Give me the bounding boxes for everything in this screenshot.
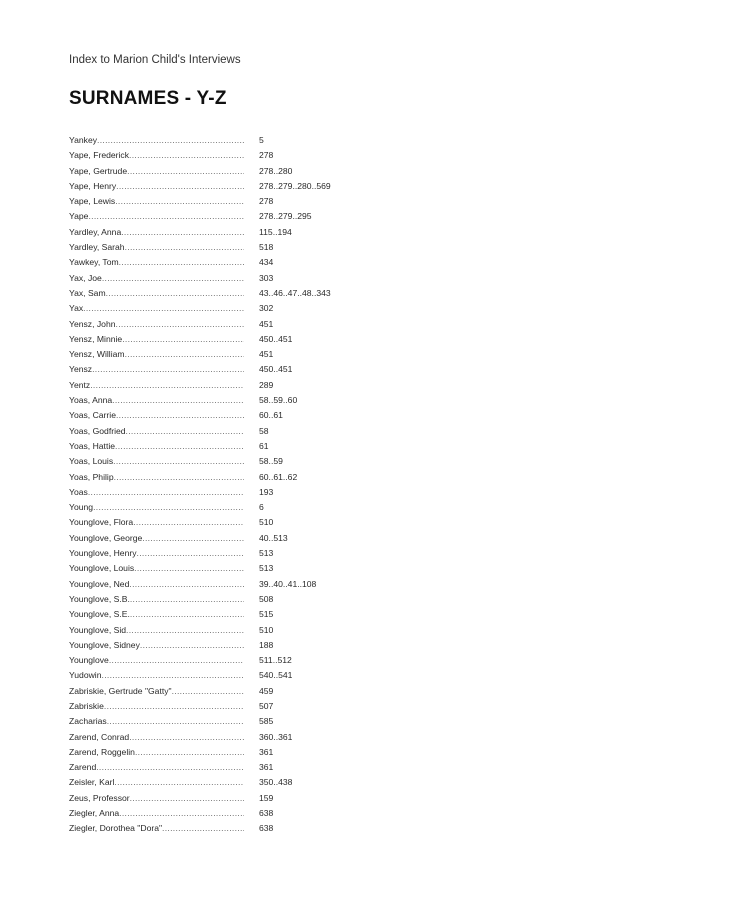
index-entry [69,164,389,179]
entry-label [69,347,244,362]
dot-leader [162,821,244,836]
surname: Yax, Sam [69,287,106,298]
dot-leader [113,454,244,469]
entry-label [69,301,244,316]
entry-label [69,806,244,821]
entry-label [69,623,244,638]
dot-leader [129,730,244,745]
dot-leader [88,485,244,500]
entry-label [69,684,244,699]
surname: Younglove, Sidney [69,639,140,650]
page-numbers: 278..279..280..569 [259,180,331,191]
dot-leader [172,684,244,699]
page-numbers: 638 [259,823,274,834]
dot-leader [116,408,244,423]
page-numbers: 303 [259,272,274,283]
surname: Yape, Gertrude [69,165,128,176]
surname: Younglove, Sid [69,624,127,635]
dot-leader [116,317,244,332]
index-entry [69,362,389,377]
index-entry [69,500,389,515]
entry-label [69,577,244,592]
dot-leader [125,240,244,255]
page-numbers: 450..451 [259,364,293,375]
surname: Yape, Frederick [69,150,130,161]
dot-leader [134,561,244,576]
surname: Yoas, Anna [69,395,113,406]
entry-label [69,194,244,209]
surname: Yentz [69,379,91,390]
surname: Yoas [69,486,88,497]
entry-label [69,561,244,576]
index-entry [69,821,389,836]
dot-leader [125,347,244,362]
index-entry [69,317,389,332]
index-entry [69,485,389,500]
index-entry [69,286,389,301]
entry-label [69,607,244,622]
dot-leader [97,133,244,148]
surname: Younglove [69,655,109,666]
index-entry [69,806,389,821]
page-numbers: 60..61..62 [259,471,298,482]
page-numbers: 450..451 [259,333,293,344]
page-numbers: 540..541 [259,670,293,681]
entry-label [69,638,244,653]
page-numbers: 278..279..295 [259,211,312,222]
surname: Younglove, George [69,532,143,543]
index-entry [69,745,389,760]
entry-label [69,439,244,454]
surname: Yensz, William [69,349,125,360]
surname: Zabriskie [69,700,104,711]
page-numbers: 507 [259,700,274,711]
entry-label [69,775,244,790]
entry-label [69,592,244,607]
dot-leader [92,362,244,377]
surname: Yensz [69,364,93,375]
surname: Yensz, Minnie [69,333,123,344]
page-title: SURNAMES - Y-Z [69,88,227,109]
surname: Zarend, Conrad [69,731,130,742]
entry-label [69,699,244,714]
dot-leader [119,255,244,270]
index-entry [69,148,389,163]
index-entry [69,393,389,408]
index-entry [69,684,389,699]
index-entry [69,607,389,622]
surname: Yoas, Godfried [69,425,126,436]
index-entry [69,546,389,561]
entry-label [69,393,244,408]
entry-label [69,148,244,163]
entry-label [69,362,244,377]
surname: Zarend, Roggelin [69,746,135,757]
entry-label [69,209,244,224]
page-numbers: 451 [259,318,274,329]
surname: Zarend [69,762,97,773]
dot-leader [130,791,244,806]
surname: Yoas, Philip [69,471,114,482]
index-entry [69,179,389,194]
index-entry [69,225,389,240]
page-numbers: 289 [259,379,274,390]
surname: Young [69,502,94,513]
index-entry [69,699,389,714]
entry-label [69,485,244,500]
entry-label [69,546,244,561]
page-numbers: 510 [259,624,274,635]
dot-leader [129,577,244,592]
surname: Ziegler, Anna [69,808,120,819]
page-numbers: 638 [259,808,274,819]
page-numbers: 459 [259,685,274,696]
page-numbers: 361 [259,746,274,757]
surname: Yoas, Louis [69,456,114,467]
entry-label [69,500,244,515]
entry-label [69,821,244,836]
page-numbers: 58..59 [259,456,283,467]
page-numbers: 302 [259,303,274,314]
surname: Yardley, Anna [69,226,122,237]
dot-leader [116,179,244,194]
page-numbers: 278 [259,196,274,207]
index-entry [69,592,389,607]
entry-label [69,332,244,347]
index-entry [69,561,389,576]
surname: Zeisler, Karl [69,777,115,788]
entry-label [69,317,244,332]
entry-label [69,454,244,469]
page-numbers: 61 [259,440,269,451]
surname: Yardley, Sarah [69,242,125,253]
index-entry [69,347,389,362]
entry-label [69,286,244,301]
surname: Younglove, Henry [69,548,137,559]
page-numbers: 43..46..47..48..343 [259,287,331,298]
dot-leader [121,225,244,240]
dot-leader [115,439,244,454]
entry-label [69,378,244,393]
index-entry [69,515,389,530]
index-entry [69,775,389,790]
dot-leader [142,531,244,546]
page-numbers: 350..438 [259,777,293,788]
surname: Yape, Lewis [69,196,116,207]
entry-label [69,714,244,729]
surname: Yape, Henry [69,180,117,191]
page-numbers: 278 [259,150,274,161]
page-numbers: 193 [259,486,274,497]
surname: Younglove, S.E. [69,609,130,620]
page-numbers: 513 [259,563,274,574]
surname: Yawkey, Tom [69,257,119,268]
index-entry [69,332,389,347]
entry-label [69,791,244,806]
dot-leader [96,760,244,775]
entry-label [69,730,244,745]
entry-label [69,531,244,546]
entry-label [69,179,244,194]
index-entry [69,408,389,423]
index-entry [69,577,389,592]
page-numbers: 39..40..41..108 [259,578,317,589]
surname: Zacharias [69,716,107,727]
page-numbers: 518 [259,242,274,253]
page-numbers: 451 [259,349,274,360]
entry-label [69,745,244,760]
index-entry [69,668,389,683]
entry-label [69,760,244,775]
page-numbers: 278..280 [259,165,293,176]
dot-leader [140,638,244,653]
index-entry [69,271,389,286]
dot-leader [126,424,244,439]
entry-label [69,271,244,286]
surname: Yoas, Carrie [69,410,116,421]
entry-label [69,408,244,423]
surname: Yax, Joe [69,272,102,283]
index-entry [69,653,389,668]
entry-label [69,424,244,439]
page-numbers: 58..59..60 [259,395,298,406]
entry-label [69,653,244,668]
index-entry [69,470,389,485]
page-numbers: 361 [259,762,274,773]
dot-leader [133,515,244,530]
entry-label [69,164,244,179]
index-entry [69,255,389,270]
page-numbers: 115..194 [259,226,292,237]
surname: Yudowin [69,670,102,681]
surname: Yoas, Hattie [69,440,116,451]
index-entry [69,714,389,729]
dot-leader [104,699,244,714]
surname: Zabriskie, Gertrude "Gatty" [69,685,172,696]
document-header: Index to Marion Child's Interviews [69,54,241,66]
index-entry [69,791,389,806]
dot-leader [114,775,244,790]
page-numbers: 513 [259,548,274,559]
dot-leader [106,286,244,301]
dot-leader [135,745,244,760]
index-entry [69,133,389,148]
index-entry [69,638,389,653]
entry-label [69,133,244,148]
surname: Ziegler, Dorothea "Dora" [69,823,163,834]
dot-leader [137,546,244,561]
index-entry [69,531,389,546]
page-numbers: 508 [259,593,274,604]
page-numbers: 40..513 [259,532,288,543]
dot-leader [102,668,245,683]
page-numbers: 515 [259,609,274,620]
dot-leader [90,378,244,393]
page-numbers: 434 [259,257,274,268]
surname: Yape [69,211,89,222]
dot-leader [130,592,244,607]
dot-leader [107,714,244,729]
index-entry [69,301,389,316]
page-numbers: 58 [259,425,269,436]
entry-label [69,515,244,530]
index-entry [69,454,389,469]
entry-label [69,470,244,485]
surname: Younglove, Louis [69,563,135,574]
surname: Younglove, Ned [69,578,130,589]
index-entry [69,730,389,745]
surname: Yankey [69,135,98,145]
entry-label [69,225,244,240]
dot-leader [126,623,244,638]
dot-leader [129,148,244,163]
index-entry [69,760,389,775]
surname: Zeus, Professor [69,792,130,803]
dot-leader [127,164,244,179]
dot-leader [102,271,244,286]
index-entry [69,424,389,439]
entry-label [69,240,244,255]
surname-index-list [69,133,389,837]
surname: Younglove, Flora [69,517,134,528]
index-entry [69,378,389,393]
index-entry [69,194,389,209]
page-numbers: 159 [259,792,274,803]
index-entry [69,623,389,638]
page-numbers: 188 [259,639,274,650]
index-entry [69,439,389,454]
page-numbers: 360..361 [259,731,293,742]
dot-leader [130,607,244,622]
dot-leader [122,332,244,347]
dot-leader [93,500,244,515]
entry-label [69,668,244,683]
dot-leader [109,653,244,668]
surname: Yensz, John [69,318,116,329]
surname: Yax [69,303,84,314]
page-numbers: 5 [259,135,264,145]
index-entry [69,240,389,255]
page-numbers: 510 [259,517,274,528]
dot-leader [83,301,244,316]
dot-leader [119,806,244,821]
index-entry [69,209,389,224]
dot-leader [115,194,244,209]
dot-leader [88,209,244,224]
dot-leader [112,393,244,408]
surname: Younglove, S.B. [69,593,130,604]
entry-label [69,255,244,270]
page-numbers: 511..512 [259,655,292,666]
dot-leader [114,470,244,485]
page-numbers: 6 [259,502,264,513]
page-numbers: 60..61 [259,410,283,421]
page-numbers: 585 [259,716,274,727]
